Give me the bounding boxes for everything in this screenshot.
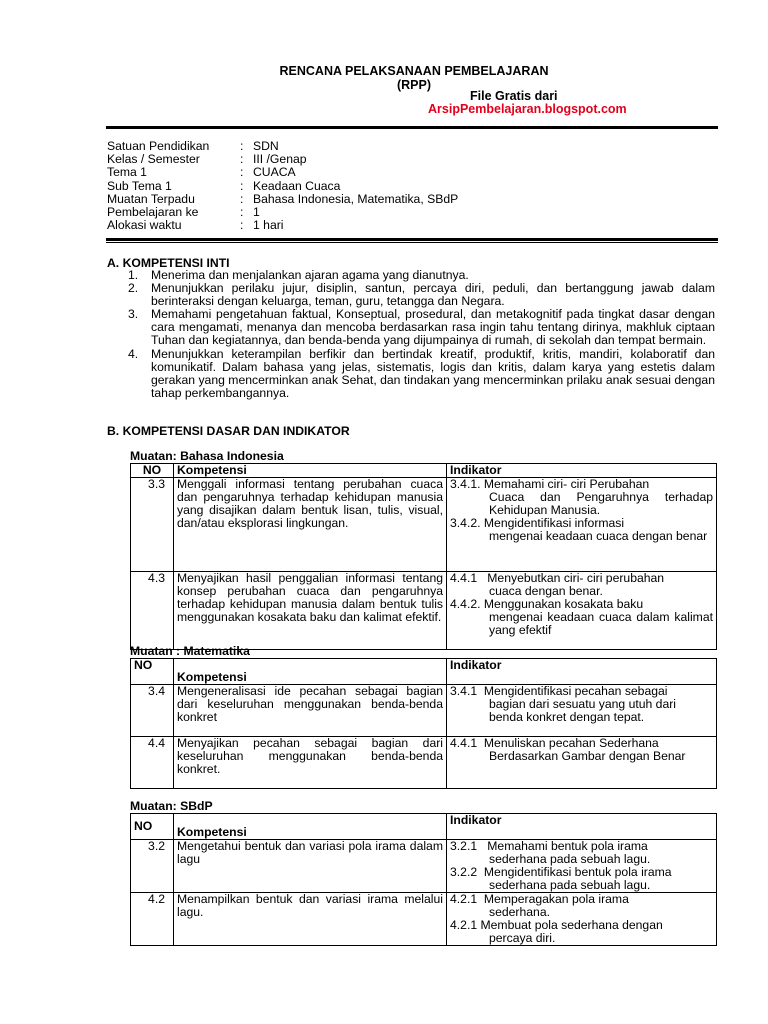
cell-kompetensi: Mengetahui bentuk dan variasi pola irama dalam lagu — [174, 840, 447, 893]
header-indikator: Indikator — [447, 464, 717, 478]
table-row — [131, 737, 717, 789]
identity-key: Pembelajaran ke — [107, 205, 199, 220]
table-row — [131, 572, 717, 650]
source-site: ArsipPembelajaran.blogspot.com — [428, 102, 627, 116]
cell-kompetensi: Mengeneralisasi ide pecahan sebagai bagian dari keseluruhan menggunakan benda-benda konkret — [174, 685, 447, 737]
identity-value: SDN — [253, 139, 279, 153]
cell-indikator: 3.4.1. Memahami ciri- ciri Perubahan Cuaca dan Pengaruhnya terhadap Kehidupan Manusia. 3.4.2. Mengidentifikasi informasi mengenai keadaan cuaca dengan benar — [447, 478, 717, 572]
identity-key: Satuan Pendidikan — [107, 139, 210, 153]
muatan-sbdp-title: Muatan: SBdP — [130, 799, 213, 813]
identity-divider-thin — [106, 242, 718, 243]
cell-indikator: 4.2.1 Memperagakan pola irama sederhana. 4.2.1 Membuat pola sederhana dengan percaya diri. — [447, 893, 717, 946]
identity-value: Bahasa Indonesia, Matematika, SBdP — [253, 191, 459, 206]
table-row — [131, 478, 717, 572]
header-no: NO — [131, 464, 174, 478]
identity-row: Pembelajaran ke : 1 — [107, 205, 260, 220]
identity-row: Muatan Terpadu : Bahasa Indonesia, Matematika, SBdP — [107, 191, 459, 206]
cell-no: 4.3 — [131, 572, 174, 650]
table-header-row — [131, 464, 717, 478]
identity-key: Sub Tema 1 — [107, 178, 172, 193]
table-header-row — [131, 659, 717, 685]
header-no: NO — [131, 659, 174, 685]
identity-key: Muatan Terpadu — [107, 191, 195, 206]
table-sbdp — [130, 813, 717, 946]
cell-kompetensi: Menyajikan pecahan sebagai bagian dari keseluruhan menggunakan benda-benda konkret. — [174, 737, 447, 789]
cell-no: 3.2 — [131, 840, 174, 893]
cell-indikator: 3.2.1 Memahami bentuk pola irama sederhana pada sebuah lagu. 3.2.2 Mengidentifikasi bentuk pola irama sederhana pada sebuah lagu. — [447, 840, 717, 893]
table-row — [131, 840, 717, 893]
table-row — [131, 893, 717, 946]
list-item: 3. Memahami pengetahuan faktual, Konseptual, prosedural, dan metakognitif pada tingkat dasar dengan cara mengamati, menanya dan mencoba berdasarkan rasa ingin tahu tentang dirinya, makhluk ciptaan Tuhan dan kegiatannya, dan benda-benda yang dijumpainya di rumah, di sekolah dan tempat bermain. — [128, 307, 715, 348]
identity-value: 1 hari — [253, 218, 284, 233]
cell-kompetensi: Menyajikan hasil penggalian informasi tentang konsep perubahan cuaca dan pengaruhnya terhadap kehidupan manusia dalam bentuk tulis menggunakan kosakata baku dan kalimat efektif. — [174, 572, 447, 650]
cell-no: 3.3 — [131, 478, 174, 572]
header-indikator: Indikator — [447, 814, 717, 840]
cell-kompetensi: Menampilkan bentuk dan variasi irama melalui lagu. — [174, 893, 447, 946]
cell-kompetensi: Menggali informasi tentang perubahan cuaca dan pengaruhnya terhadap kehidupan manusia yang disajikan dalam bentuk lisan, tulis, visual, dan/atau eksplorasi lingkungan. — [174, 478, 447, 572]
header-kompetensi: Kompetensi — [174, 659, 447, 685]
muatan-bahasa-title: Muatan: Bahasa Indonesia — [130, 449, 284, 463]
identity-block — [107, 140, 458, 232]
cell-indikator: 4.4.1 Menuliskan pecahan Sederhana Berdasarkan Gambar dengan Benar — [447, 737, 717, 789]
table-row — [131, 685, 717, 737]
identity-row: Alokasi waktu : 1 hari — [107, 218, 284, 233]
table-bahasa — [130, 463, 717, 650]
list-item: 4. Menunjukkan keterampilan berfikir dan bertindak kreatif, produktif, kritis, mandiri, kolaboratif dan komunikatif. Dalam bahasa yang jelas, sistematis, logis dan kritis, dalam karya yang estetis dalam gerakan yang mencerminkan anak Sehat, dan tindakan yang mencerminkan prilaku anak sesuai dengan tahap perkembangannya. — [128, 346, 715, 400]
identity-key: Kelas / Semester — [107, 152, 200, 167]
cell-no: 3.4 — [131, 685, 174, 737]
identity-value: III /Genap — [253, 152, 307, 167]
cell-no: 4.4 — [131, 737, 174, 789]
section-b-heading: B. KOMPETENSI DASAR DAN INDIKATOR — [107, 424, 350, 438]
header-kompetensi: Kompetensi — [174, 814, 447, 840]
identity-divider — [106, 238, 718, 241]
identity-value: CUACA — [253, 165, 296, 180]
header-indikator: Indikator — [447, 659, 717, 685]
identity-key: Tema 1 — [107, 165, 147, 180]
identity-value: 1 — [253, 205, 260, 220]
muatan-matematika-title: Muatan : Matematika — [130, 644, 250, 658]
section-a-heading: A. KOMPETENSI INTI — [107, 256, 230, 270]
list-item: 2. Menunjukkan perilaku jujur, disiplin, santun, percaya diri, peduli, dan bertanggung jawab dalam berinteraksi dengan keluarga, teman, guru, tetangga dan Negara. — [128, 281, 715, 309]
table-header-row — [131, 814, 717, 840]
cell-no: 4.2 — [131, 893, 174, 946]
kompetensi-inti-list — [128, 269, 715, 400]
document-subtitle: (RPP) — [396, 78, 432, 92]
list-item: 1. Menerima dan menjalankan ajaran agama yang dianutnya. — [128, 268, 469, 282]
top-divider — [106, 126, 718, 129]
identity-row: Tema 1 : CUACA — [107, 165, 296, 180]
cell-indikator: 3.4.1 Mengidentifikasi pecahan sebagai bagian dari sesuatu yang utuh dari benda konkret dengan tepat. — [447, 685, 717, 737]
identity-key: Alokasi waktu — [107, 218, 182, 233]
document-title: RENCANA PELAKSANAAN PEMBELAJARAN — [279, 64, 549, 78]
identity-row: Sub Tema 1 : Keadaan Cuaca — [107, 178, 341, 193]
identity-row: Kelas / Semester : III /Genap — [107, 152, 307, 167]
identity-row: Satuan Pendidikan : SDN — [107, 139, 279, 153]
source-label: File Gratis dari — [470, 89, 558, 103]
header-no: NO — [131, 814, 174, 840]
header-kompetensi: Kompetensi — [174, 464, 447, 478]
cell-indikator: 4.4.1 Menyebutkan ciri- ciri perubahan cuaca dengan benar. 4.4.2. Menggunakan kosakata baku mengenai keadaan cuaca dalam kalimat yang efektif — [447, 572, 717, 650]
table-matematika — [130, 658, 717, 789]
identity-value: Keadaan Cuaca — [253, 178, 341, 193]
